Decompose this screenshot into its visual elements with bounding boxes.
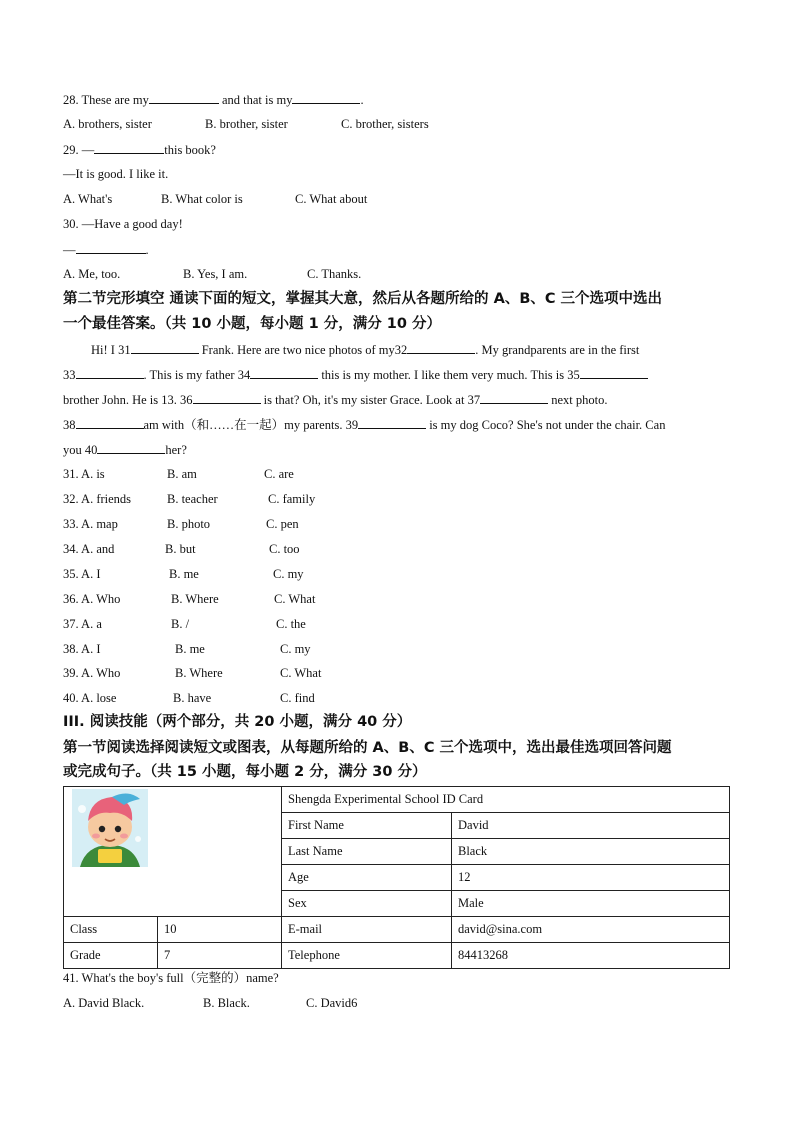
cloze-option-c[interactable]: C. What: [274, 592, 316, 606]
cloze-option-b[interactable]: B. have: [173, 691, 212, 705]
section3-heading-line1: 第一节阅读选择阅读短文或图表，从每题所给的 A、B、C 三个选项中，选出最佳选项回答问题: [63, 740, 672, 756]
passage-line-4: 38 am with（和……在一起）my parents. 39 is my dog Coco? She's not under the chair. Can: [63, 418, 666, 432]
photo-cell: [64, 787, 282, 917]
section3-heading-line2: 或完成句子。（共 15 小题，每小题 2 分，满分 30 分）: [63, 764, 427, 780]
blank[interactable]: [131, 341, 199, 354]
blank[interactable]: [580, 366, 648, 379]
blank[interactable]: [76, 241, 146, 254]
age-label: Age: [282, 865, 452, 891]
passage-line-1: Hi! I 31 Frank. Here are two nice photos of my32 . My grandparents are in the first: [91, 343, 640, 357]
q28-option-b[interactable]: B. brother, sister: [205, 117, 288, 131]
cloze-option-a[interactable]: 37. A. a: [63, 617, 102, 631]
section2-heading-line2: 一个最佳答案。（共 10 小题，每小题 1 分，满分 10 分）: [63, 316, 441, 332]
q29-option-a[interactable]: A. What's: [63, 192, 113, 206]
q28-option-c[interactable]: C. brother, sisters: [341, 117, 429, 131]
id-card-title: Shengda Experimental School ID Card: [282, 787, 730, 813]
email-label: E-mail: [282, 917, 452, 943]
cloze-option-a[interactable]: 38. A. I: [63, 642, 101, 656]
sex-label: Sex: [282, 891, 452, 917]
cloze-option-c[interactable]: C. family: [268, 492, 316, 506]
q30-reply: — .: [63, 243, 149, 257]
q28-option-a[interactable]: A. brothers, sister: [63, 117, 152, 131]
id-card-table: [63, 786, 730, 969]
cloze-option-b[interactable]: B. me: [175, 642, 205, 656]
q29-option-c[interactable]: C. What about: [295, 192, 368, 206]
passage-line-3: brother John. He is 13. 36 is that? Oh, it's my sister Grace. Look at 37 next photo.: [63, 393, 608, 407]
q29-reply: —It is good. I like it.: [63, 167, 169, 181]
cloze-option-a[interactable]: 34. A. and: [63, 542, 115, 556]
cloze-option-c[interactable]: C. my: [280, 642, 311, 656]
cloze-option-b[interactable]: B. but: [165, 542, 196, 556]
cloze-option-b[interactable]: B. am: [167, 467, 197, 481]
cloze-option-c[interactable]: C. find: [280, 691, 315, 705]
first-name-value: David: [452, 813, 730, 839]
grade-value: 7: [158, 943, 282, 969]
cloze-option-a[interactable]: 40. A. lose: [63, 691, 117, 705]
cloze-option-b[interactable]: B. /: [171, 617, 190, 631]
q41-option-b[interactable]: B. Black.: [203, 996, 250, 1010]
blank[interactable]: [76, 416, 144, 429]
q41-option-c[interactable]: C. David6: [306, 996, 358, 1010]
class-value: 10: [158, 917, 282, 943]
blank[interactable]: [250, 366, 318, 379]
cloze-option-c[interactable]: C. too: [269, 542, 300, 556]
q28-stem: 28. These are my and that is my .: [63, 93, 364, 107]
passage-line-5: you 40 her?: [63, 443, 187, 457]
q41-option-a[interactable]: A. David Black.: [63, 996, 145, 1010]
blank[interactable]: [407, 341, 475, 354]
age-value: 12: [452, 865, 730, 891]
q41-stem: 41. What's the boy's full（完整的）name?: [63, 971, 279, 985]
cloze-option-a[interactable]: 31. A. is: [63, 467, 105, 481]
cloze-option-a[interactable]: 36. A. Who: [63, 592, 121, 606]
cloze-option-b[interactable]: B. me: [169, 567, 199, 581]
cloze-option-b[interactable]: B. photo: [167, 517, 211, 531]
telephone-value: 84413268: [452, 943, 730, 969]
blank[interactable]: [97, 441, 165, 454]
sex-value: Male: [452, 891, 730, 917]
blank[interactable]: [292, 91, 360, 104]
cloze-option-c[interactable]: C. the: [276, 617, 306, 631]
q30-option-a[interactable]: A. Me, too.: [63, 267, 121, 281]
last-name-value: Black: [452, 839, 730, 865]
cloze-option-a[interactable]: 32. A. friends: [63, 492, 132, 506]
first-name-label: First Name: [282, 813, 452, 839]
cloze-option-c[interactable]: C. my: [273, 567, 304, 581]
cloze-option-a[interactable]: 35. A. I: [63, 567, 101, 581]
passage-line-2: 33 . This is my father 34 this is my mother. I like them very much. This is 35: [63, 366, 648, 383]
blank[interactable]: [193, 391, 261, 404]
cloze-option-c[interactable]: C. pen: [266, 517, 299, 531]
section3-title: III. 阅读技能（两个部分，共 20 小题，满分 40 分）: [63, 714, 412, 730]
cloze-option-a[interactable]: 33. A. map: [63, 517, 118, 531]
boy-avatar-image: [72, 789, 148, 867]
blank[interactable]: [480, 391, 548, 404]
blank[interactable]: [76, 366, 144, 379]
cloze-option-b[interactable]: B. Where: [171, 592, 219, 606]
blank[interactable]: [94, 141, 164, 154]
q30-option-b[interactable]: B. Yes, I am.: [183, 267, 248, 281]
grade-label: Grade: [64, 943, 158, 969]
last-name-label: Last Name: [282, 839, 452, 865]
blank[interactable]: [149, 91, 219, 104]
email-value: david@sina.com: [452, 917, 730, 943]
q29-option-b[interactable]: B. What color is: [161, 192, 243, 206]
class-label: Class: [64, 917, 158, 943]
blank[interactable]: [358, 416, 426, 429]
section2-heading-line1: 第二节完形填空 通读下面的短文，掌握其大意，然后从各题所给的 A、B、C 三个选项中选出: [63, 291, 663, 307]
cloze-option-b[interactable]: B. teacher: [167, 492, 218, 506]
q29-stem: 29. — this book?: [63, 143, 216, 157]
cloze-option-c[interactable]: C. are: [264, 467, 294, 481]
cloze-option-a[interactable]: 39. A. Who: [63, 666, 121, 680]
cloze-option-b[interactable]: B. Where: [175, 666, 223, 680]
q30-stem: 30. —Have a good day!: [63, 217, 183, 231]
cloze-option-c[interactable]: C. What: [280, 666, 322, 680]
telephone-label: Telephone: [282, 943, 452, 969]
q30-option-c[interactable]: C. Thanks.: [307, 267, 362, 281]
